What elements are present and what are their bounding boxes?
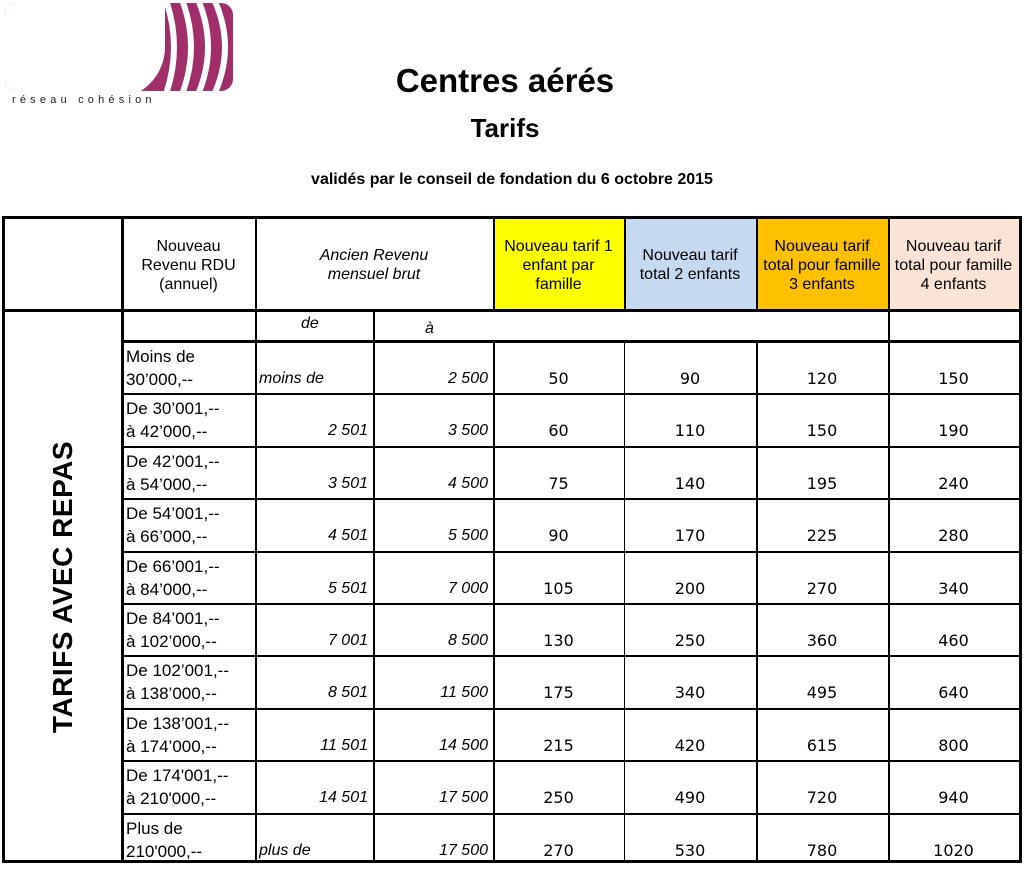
rdu-line: à 66’000,-- [126, 527, 208, 547]
ancien-de-cell: moins de [259, 370, 324, 387]
ancien-a-cell: 4 500 [447, 474, 488, 492]
rdu-line: De 66’001,-- [126, 556, 220, 576]
rdu-cell [126, 817, 202, 863]
ancien-de-cell: 7 001 [327, 632, 368, 649]
grid-hline [121, 603, 1019, 605]
tariff-table [2, 216, 1022, 863]
rdu-line: à 138’000,-- [126, 684, 217, 704]
tarif-1-cell: 175 [543, 683, 574, 703]
rdu-cell [126, 502, 220, 548]
tarif-2-cell: 90 [679, 369, 701, 388]
tarif-1-cell: 60 [548, 421, 569, 441]
tarif-3-cell: 120 [806, 369, 838, 388]
rdu-line: De 174'001,-- [126, 766, 229, 786]
tarif-4-cell: 800 [938, 735, 969, 755]
rdu-line: De 102’001,-- [126, 661, 230, 681]
rdu-cell [126, 345, 195, 391]
ancien-a-cell: 5 500 [447, 527, 488, 545]
tarif-1-cell: 75 [548, 473, 569, 493]
subheader-de: de [301, 315, 319, 332]
validation-note: validés par le conseil de fondation du 6 octobre 2015 [311, 171, 713, 188]
header-rdu [122, 219, 255, 311]
ancien-a-cell: 3 500 [447, 422, 488, 440]
tarif-2-cell: 250 [674, 631, 706, 650]
ancien-de-cell: 11 501 [320, 736, 368, 754]
tarif-2-cell: 340 [674, 683, 706, 703]
ancien-a-cell: 8 500 [447, 632, 488, 649]
rdu-line: De 54’001,-- [126, 504, 220, 524]
tarif-2-cell: 490 [674, 788, 706, 808]
grid-hline [121, 551, 1019, 553]
tarif-2-cell: 530 [674, 840, 706, 860]
rdu-line: à 54’000,-- [126, 474, 208, 494]
tarif-4-cell: 190 [938, 421, 969, 441]
grid-vline [373, 311, 375, 341]
grid-vline [888, 341, 890, 861]
tarif-2-cell: 200 [674, 578, 706, 598]
ancien-de-cell: 4 501 [327, 527, 368, 545]
tarif-4-cell: 240 [938, 473, 969, 493]
header-rdu-label: Nouveau Revenu RDU (annuel) [141, 237, 236, 293]
table-row [5, 814, 1019, 866]
header-ancien-label: Ancien Revenu mensuel brut [319, 247, 429, 283]
header-tarif-2 [624, 219, 756, 311]
tarif-3-cell: 195 [806, 473, 838, 493]
rdu-line: Moins de [126, 347, 195, 366]
tarif-3-cell: 720 [806, 788, 838, 808]
ancien-de-cell: 5 501 [327, 579, 368, 597]
table-row [5, 552, 1019, 604]
grid-hline [121, 498, 1019, 500]
header-empty-corner [5, 219, 122, 311]
grid-vline [493, 341, 495, 861]
tarif-3-cell: 225 [806, 526, 838, 546]
ancien-de-cell: plus de [259, 841, 311, 859]
tarif-3-cell: 495 [806, 683, 838, 703]
rdu-cell [126, 659, 229, 705]
table-row [5, 761, 1019, 813]
rdu-line: à 102’000,-- [126, 632, 217, 651]
grid-vline [255, 219, 257, 311]
header-tarif-1-label: Nouveau tarif 1 enfant par famille [504, 237, 613, 293]
tarif-1-cell: 215 [543, 735, 574, 755]
grid-hline [121, 708, 1019, 710]
ancien-de-cell: 14 501 [319, 789, 368, 807]
grid-vline [121, 219, 124, 860]
grid-hline [121, 393, 1019, 395]
grid-vline [888, 219, 890, 311]
table-row [5, 394, 1019, 446]
tarif-4-cell: 460 [938, 631, 969, 650]
rdu-line: 210'000,-- [126, 841, 203, 861]
tarif-4-cell: 940 [938, 788, 969, 808]
table-row [5, 656, 1019, 708]
ancien-de-cell: 8 501 [327, 684, 368, 702]
tarif-2-cell: 140 [674, 473, 706, 493]
ancien-a-cell: 2 500 [447, 370, 488, 387]
tarif-3-cell: 615 [806, 735, 838, 755]
tarif-4-cell: 640 [938, 683, 969, 703]
tarif-1-cell: 90 [548, 526, 569, 546]
header-tarif-4 [888, 219, 1019, 311]
rdu-line: à 42’000,-- [126, 422, 208, 442]
rdu-line: à 210'000,-- [126, 789, 217, 809]
tarif-1-cell: 270 [543, 840, 574, 860]
grid-hline [121, 760, 1019, 762]
tarif-3-cell: 150 [806, 421, 838, 441]
grid-vline [373, 341, 375, 861]
ancien-a-cell: 11 500 [440, 684, 488, 702]
ancien-a-cell: 17 500 [439, 789, 488, 807]
header-tarif-2-label: Nouveau tarif total 2 enfants [639, 247, 741, 283]
tarif-4-cell: 150 [938, 369, 969, 388]
ancien-a-cell: 14 500 [439, 736, 488, 754]
tarif-1-cell: 130 [543, 631, 574, 650]
grid-vline [756, 341, 758, 861]
tarif-3-cell: 780 [806, 840, 838, 860]
rdu-line: De 30’001,-- [126, 399, 220, 419]
grid-vline [624, 219, 626, 311]
grid-vline [888, 311, 890, 341]
table-row [5, 499, 1019, 551]
header-ancien [255, 219, 493, 311]
tarif-3-cell: 270 [806, 578, 838, 598]
page-title: Centres aérés [395, 62, 615, 99]
grid-vline [255, 341, 257, 861]
logo-tagline: réseau cohésion [12, 94, 156, 106]
rdu-line: 30’000,-- [126, 370, 194, 389]
rdu-line: De 42’001,-- [126, 451, 220, 471]
logo-word: fase [77, 53, 148, 90]
rdu-cell [126, 555, 220, 601]
grid-vline [624, 341, 625, 861]
grid-hline [121, 446, 1019, 448]
tarif-3-cell: 360 [806, 631, 838, 650]
grid-vline [756, 219, 758, 311]
subheader-a: à [425, 320, 434, 337]
grid-hline [5, 309, 121, 312]
rdu-line: à 174’000,-- [126, 736, 217, 756]
tarif-1-cell: 50 [548, 369, 569, 388]
header-tarif-3-label: Nouveau tarif total pour famille 3 enfants [763, 237, 881, 293]
tarif-4-cell: 1020 [933, 840, 974, 860]
rdu-cell [126, 764, 228, 810]
table-row [5, 709, 1019, 761]
tarif-2-cell: 110 [674, 421, 706, 441]
tarif-4-cell: 280 [938, 526, 969, 546]
rdu-line: De 84’001,-- [126, 609, 220, 628]
grid-vline [493, 219, 495, 311]
ancien-de-cell: 2 501 [327, 422, 368, 440]
ancien-de-cell: 3 501 [327, 474, 368, 492]
ancien-a-cell: 7 000 [447, 579, 488, 597]
header-tarif-4-label: Nouveau tarif total pour famille 4 enfants [894, 237, 1013, 293]
header-tarif-3 [756, 219, 888, 311]
grid-vline [255, 311, 257, 341]
rdu-line: Plus de [126, 818, 183, 838]
header-tarif-1 [493, 219, 624, 311]
side-label: TARIFS AVEC REPAS [47, 440, 79, 734]
ancien-a-cell: 17 500 [439, 841, 488, 859]
rdu-line: à 84’000,-- [126, 579, 208, 599]
table-row [5, 342, 1019, 394]
tarif-2-cell: 420 [674, 735, 706, 755]
tarif-2-cell: 170 [674, 526, 706, 546]
rdu-line: De 138’001,-- [126, 713, 230, 733]
tarif-1-cell: 250 [543, 788, 574, 808]
grid-hline [121, 813, 1019, 815]
rdu-cell [126, 397, 220, 443]
table-row [5, 447, 1019, 499]
grid-hline [121, 655, 1019, 657]
table-row [5, 604, 1019, 656]
tarif-4-cell: 340 [938, 578, 969, 598]
rdu-cell [126, 607, 220, 653]
tarif-1-cell: 105 [543, 578, 574, 598]
rdu-cell [126, 712, 229, 758]
rdu-cell [126, 450, 220, 496]
page-subtitle: Tarifs [470, 113, 540, 143]
